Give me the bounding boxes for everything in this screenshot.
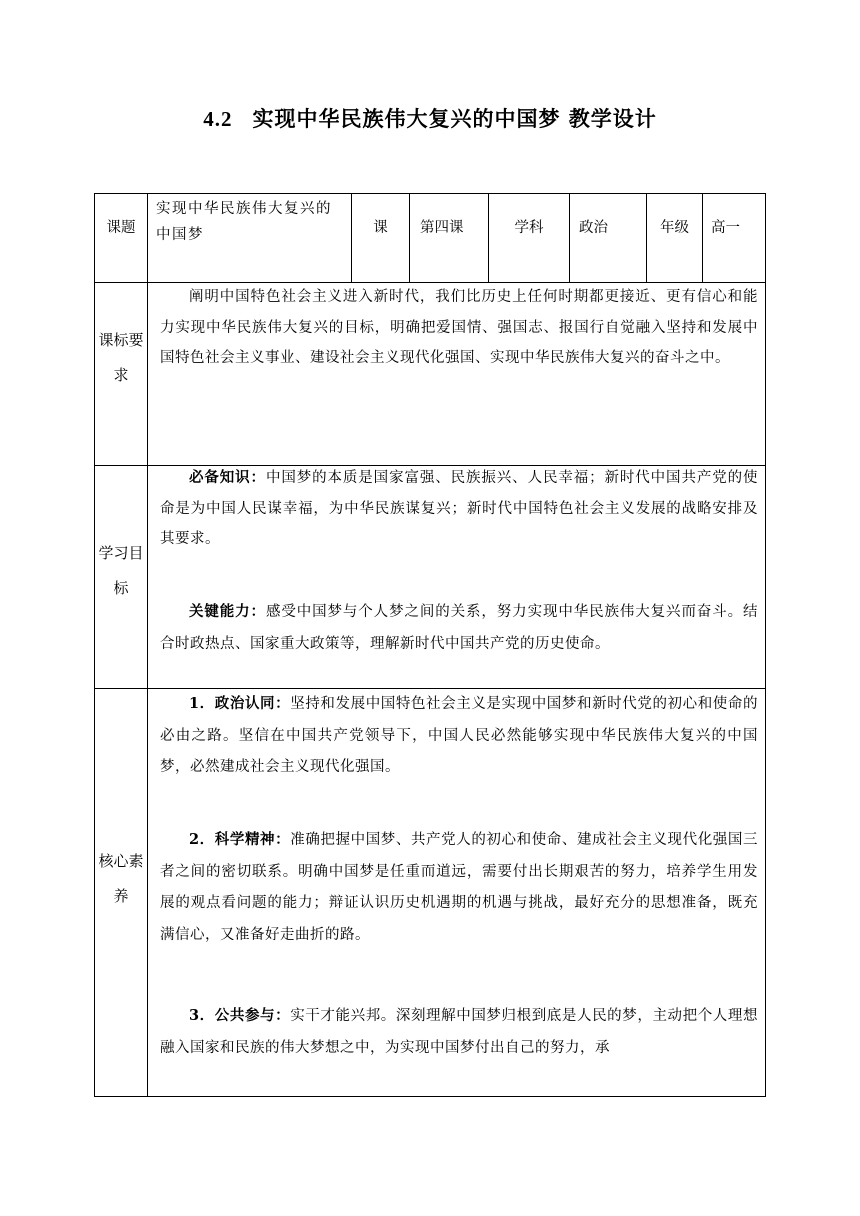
- literacy-item-text: 实干才能兴邦。深刻理解中国梦归根到底是人民的梦，主动把个人理想融入国家和民族的伟大梦想之中，为实现中国梦付出自己的努力，承: [160, 1008, 758, 1056]
- knowledge-text: 中国梦的本质是国家富强、民族振兴、人民幸福；新时代中国共产党的使命是为中国人民谋幸福，为中华民族谋复兴；新时代中国特色社会主义发展的战略安排及其要求。: [160, 470, 759, 548]
- subject-label: 学科: [514, 220, 544, 236]
- table-col-divider: [702, 193, 703, 282]
- table-label-divider: [147, 193, 148, 1096]
- grade-label: 年级: [660, 220, 689, 236]
- table-col-divider: [409, 193, 410, 282]
- ability-title: 关键能力：: [189, 603, 266, 620]
- table-border-right: [765, 193, 766, 1096]
- literacy-item: [160, 688, 758, 784]
- literacy-item-text: 坚持和发展中国特色社会主义是实现中国梦和新时代党的初心和使命的必由之路。坚信在中国共产党领导下，中国人民必然能够实现中华民族伟大复兴的中国梦，必然建成社会主义现代化强国。: [160, 696, 758, 775]
- literacy-item: [160, 1000, 758, 1064]
- subject-value: 政治: [579, 220, 608, 236]
- objectives-label: 学习目标: [98, 544, 144, 597]
- curriculum-text: 阐明中国特色社会主义进入新时代，我们比历史上任何时期都更接近、更有信心和能力实现中华民族伟大复兴的目标，明确把爱国情、强国志、报国行自觉融入坚持和发展中国特色社会主义事业、建设社会主义现代化强国、实现中华民族伟大复兴的奋斗之中。: [160, 289, 758, 367]
- literacy-label: 核心素养: [98, 852, 144, 905]
- literacy-item-title: 2．科学精神：: [189, 831, 291, 848]
- topic-value: 实现中华民族伟大复兴的中国梦: [156, 201, 332, 243]
- ability-text: 感受中国梦与个人梦之间的关系，努力实现中华民族伟大复兴而奋斗。结合时政热点、国家重大政策等，理解新时代中国共产党的历史使命。: [160, 604, 759, 652]
- document-title: [0, 103, 860, 133]
- curriculum-label: 课标要求: [98, 331, 144, 384]
- lesson-label: 课: [373, 220, 388, 236]
- literacy-item: [160, 824, 758, 951]
- literacy-item-title: 3．公共参与：: [189, 1007, 291, 1024]
- knowledge-title: 必备知识：: [189, 469, 266, 486]
- literacy-item-text: 准确把握中国梦、共产党人的初心和使命、建成社会主义现代化强国三者之间的密切联系。明确中国梦是任重而道远，需要付出长期艰苦的努力，培养学生用发展的观点看问题的能力；辩证认识历史机遇期的机遇与挑战，最好充分的思想准备，既充满信心，又准备好走曲折的路。: [160, 832, 758, 943]
- table-col-divider: [569, 193, 570, 282]
- title-number: 4.2: [203, 107, 233, 131]
- lesson-value: 第四课: [420, 220, 464, 236]
- objectives-knowledge: [160, 463, 758, 555]
- grade-value: 高一: [711, 220, 740, 236]
- literacy-item-title: 1．政治认同：: [189, 695, 291, 712]
- table-border-bottom: [94, 1096, 766, 1097]
- title-text: 实现中华民族伟大复兴的中国梦 教学设计: [252, 106, 657, 131]
- topic-label: 课题: [106, 220, 136, 236]
- objectives-ability: [160, 596, 758, 660]
